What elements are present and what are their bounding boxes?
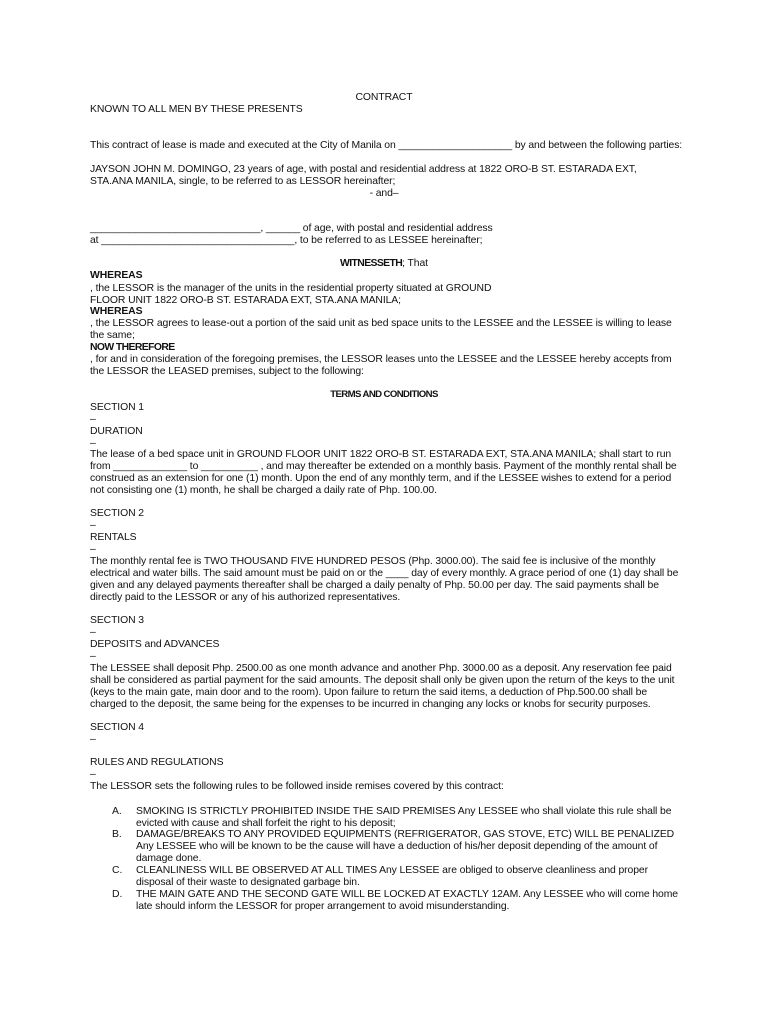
terms-heading: TERMS AND CONDITIONS xyxy=(330,389,438,400)
now-therefore-heading: NOW THEREFORE xyxy=(90,342,175,353)
section-4-dash-b: – xyxy=(90,769,96,780)
section-1-text: construed as an extension for one (1) month. Upon the end of any monthly term, and if the LESSEE wishes to extend for a period xyxy=(90,473,672,484)
rule-letter: B. xyxy=(112,829,122,840)
section-1-dash-a: – xyxy=(90,414,96,425)
rule-text: disposal of their waste to designated garbage bin. xyxy=(136,877,360,888)
rule-text: Any LESSEE who will be known to be the cause will have a deduction of his/her deposit depending of the amount of xyxy=(136,841,658,852)
section-3-text: The LESSEE shall deposit Php. 2500.00 as one month advance and another Php. 3000.00 as a deposit. Any reservation fee paid xyxy=(90,663,672,674)
witnesseth-label: WITNESSETH xyxy=(340,258,403,269)
section-4-label: SECTION 4 xyxy=(90,722,144,733)
section-1-text: from _____________ to __________ , and may thereafter be extended on a monthly basis. Payment of the monthly rental shall be xyxy=(90,461,677,472)
rule-text: evicted with cause and shall forfeit the right to his deposit; xyxy=(136,818,396,829)
section-3-text: (keys to the main gate, main door and to the room). Upon failure to return the said items, a deduction of Php.500.00 shall be xyxy=(90,687,648,698)
section-3-title: DEPOSITS and ADVANCES xyxy=(90,639,220,650)
lessor-line-2: STA.ANA MANILA, single, to be referred to as LESSOR hereinafter; xyxy=(90,176,396,187)
lessor-line-1: JAYSON JOHN M. DOMINGO, 23 years of age, with postal and residential address at 1822 ORO-B ST. ESTARADA EXT, xyxy=(90,164,637,175)
rule-text: CLEANLINESS WILL BE OBSERVED AT ALL TIMES Any LESSEE are obliged to observe cleanliness and proper xyxy=(136,865,648,876)
section-4-intro: The LESSOR sets the following rules to be followed inside remises covered by this contract: xyxy=(90,781,504,792)
section-3-dash-b: – xyxy=(90,651,96,662)
whereas-text-1a: , the LESSOR is the manager of the units in the residential property situated at GROUND xyxy=(90,283,492,294)
section-3-text: charged to the deposit, the same being for the expenses to be incurred in changing any locks or knobs for security purposes. xyxy=(90,699,651,710)
section-2-text: electrical and water bills. The said amount must be paid on or the ____ day of every monthly. A grace period of one (1) day shall be xyxy=(90,568,679,579)
section-2-text: given and any delayed payments thereafter shall be charged a daily penalty of Php. 50.00 per day. The said payments shall be xyxy=(90,580,659,591)
rule-text: damage done. xyxy=(136,853,202,864)
and-separator: - and– xyxy=(369,188,399,199)
witnesseth-line xyxy=(84,258,684,270)
section-2-title: RENTALS xyxy=(90,532,137,543)
rule-text: THE MAIN GATE AND THE SECOND GATE WILL BE LOCKED AT EXACTLY 12AM. Any LESSEE who will come home xyxy=(136,889,678,900)
whereas-heading-2: WHEREAS xyxy=(90,306,143,317)
rule-letter: A. xyxy=(112,806,122,817)
section-2-label: SECTION 2 xyxy=(90,508,144,519)
whereas-text-2a: , the LESSOR agrees to lease-out a portion of the said unit as bed space units to the LESSEE and the LESSEE is willing to lease xyxy=(90,318,672,329)
rule-text: SMOKING IS STRICTLY PROHIBITED INSIDE THE SAID PREMISES Any LESSEE who shall violate this rule shall be xyxy=(136,806,672,817)
whereas-heading-1: WHEREAS xyxy=(90,270,143,281)
now-text-1: , for and in consideration of the foregoing premises, the LESSOR leases unto the LESSEE and the LESSEE hereby accepts from xyxy=(90,354,672,365)
section-2-dash-a: – xyxy=(90,520,96,531)
document-title: CONTRACT xyxy=(355,92,413,103)
section-3-text: shall be considered as partial payment for the said amounts. The deposit shall only be given upon the return of the keys to the unit xyxy=(90,675,675,686)
section-3-label: SECTION 3 xyxy=(90,615,144,626)
section-1-dash-b: – xyxy=(90,438,96,449)
section-1-label: SECTION 1 xyxy=(90,402,144,413)
lessee-line-1: ______________________________, ______ of age, with postal and residential address xyxy=(90,223,493,234)
rule-text: DAMAGE/BREAKS TO ANY PROVIDED EQUIPMENTS (REFRIGERATOR, GAS STOVE, ETC) WILL BE PENALIZED xyxy=(136,829,675,840)
lessee-line-2: at __________________________________, to be referred to as LESSEE hereinafter; xyxy=(90,235,483,246)
section-1-text: The lease of a bed space unit in GROUND FLOOR UNIT 1822 ORO-B ST. ESTARADA EXT, STA.ANA MANILA; shall start to run xyxy=(90,449,672,460)
now-text-2: the LESSOR the LEASED premises, subject to the following: xyxy=(90,366,364,377)
section-2-text: The monthly rental fee is TWO THOUSAND FIVE HUNDRED PESOS (Php. 3000.00). The said fee is inclusive of the monthly xyxy=(90,556,656,567)
section-2-dash-b: – xyxy=(90,544,96,555)
section-1-text: not consisting one (1) month, he shall be charged a daily rate of Php. 100.00. xyxy=(90,485,437,496)
whereas-text-2b: the same; xyxy=(90,330,135,341)
section-2-text: directly paid to the LESSOR or any of his authorized representatives. xyxy=(90,592,401,603)
section-1-title: DURATION xyxy=(90,426,143,437)
witnesseth-rest: ; That xyxy=(402,258,428,269)
rule-letter: C. xyxy=(112,865,123,876)
whereas-text-1b: FLOOR UNIT 1822 ORO-B ST. ESTARADA EXT, STA.ANA MANILA; xyxy=(90,295,401,306)
intro-paragraph: This contract of lease is made and executed at the City of Manila on ____________________ by and between the following parties: xyxy=(90,140,683,151)
section-3-dash-a: – xyxy=(90,627,96,638)
rule-letter: D. xyxy=(112,889,123,900)
section-4-title: RULES AND REGULATIONS xyxy=(90,757,224,768)
known-heading: KNOWN TO ALL MEN BY THESE PRESENTS xyxy=(90,104,303,115)
rule-text: late should inform the LESSOR for proper arrangement to avoid misunderstanding. xyxy=(136,901,510,912)
section-4-dash-a: – xyxy=(90,734,96,745)
